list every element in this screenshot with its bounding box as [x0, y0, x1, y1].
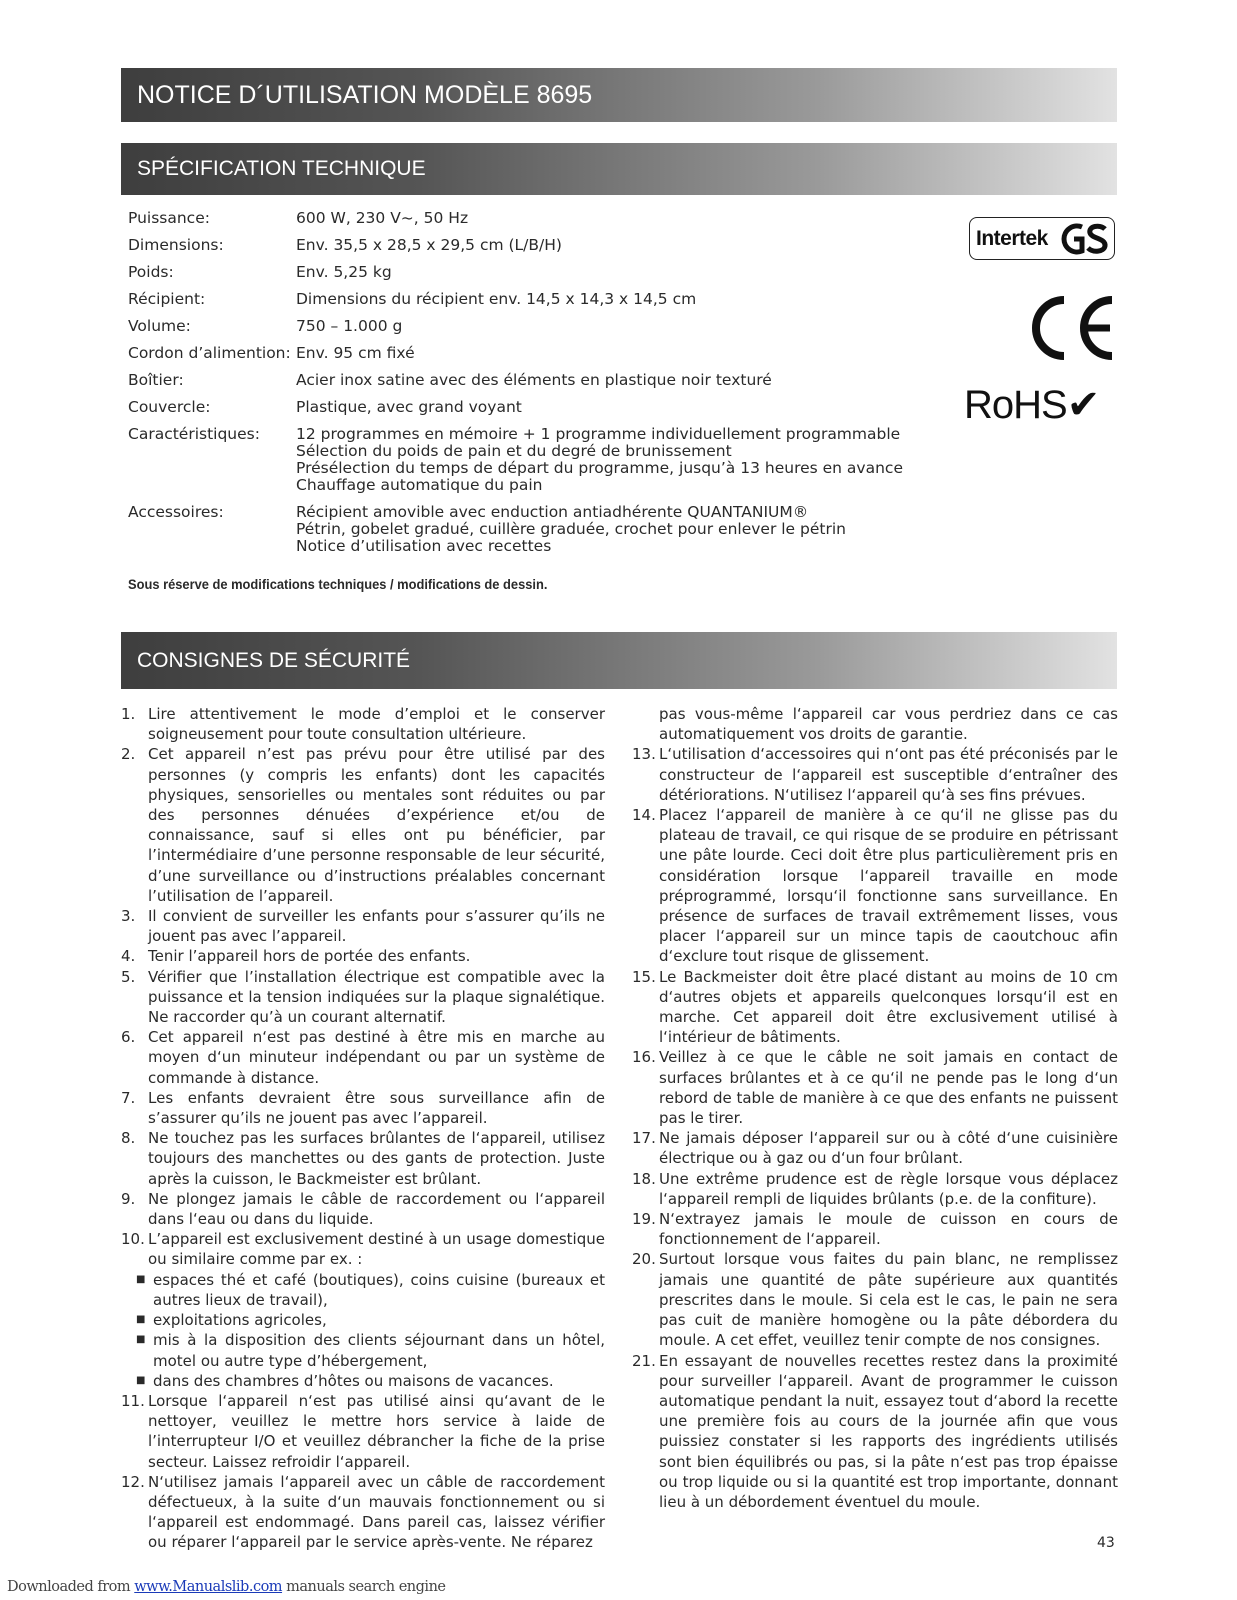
spec-value-line: Sélection du poids de pain et du degré de brunissement: [296, 442, 732, 460]
spec-value-line: Chauffage automatique du pain: [296, 476, 543, 494]
list-item-text: Veillez à ce que le câble ne soit jamais en contact de surfaces brûlantes et à ce qu‘il ne pende pas le long d‘un rebord de table de manière à ce que des enfants ne puissent pas le tirer.: [659, 1048, 1118, 1128]
footer-suffix: manuals search engine: [282, 1579, 446, 1595]
gs-mark-icon: [1060, 221, 1110, 257]
bullet-item: [121, 1310, 605, 1330]
list-item-number: 20.: [632, 1250, 656, 1269]
spec-label: Couvercle:: [128, 398, 211, 416]
list-item: [632, 704, 1118, 744]
list-item-text: L’appareil est exclusivement destiné à un usage domestique ou similaire comme par ex. :: [148, 1230, 605, 1269]
list-item: [632, 1209, 1118, 1249]
list-item: [632, 1128, 1118, 1168]
list-item-number: 8.: [121, 1129, 136, 1148]
list-item-number: 11.: [121, 1391, 145, 1410]
spec-value: [296, 504, 908, 555]
safety-section-title: CONSIGNES DE SÉCURITÉ: [137, 648, 411, 672]
spec-value-line: Récipient amovible avec enduction antiadhérente QUANTANIUM®: [296, 503, 809, 521]
list-item: [121, 744, 605, 906]
rohs-logo-text: RoHS: [964, 383, 1067, 427]
download-footer: [7, 1579, 446, 1595]
spec-value-line: 600 W, 230 V~, 50 Hz: [296, 209, 469, 227]
spec-row: [128, 291, 908, 308]
page-number: 43: [1097, 1535, 1115, 1551]
list-item-text: L‘utilisation d‘accessoires qui n‘ont pas été préconisés par le constructeur de l‘appareil est susceptible d‘entraîner des détériorations. N‘utilisez l‘appareil qu‘à ses fins prévues.: [659, 745, 1118, 804]
list-item: [121, 1472, 605, 1553]
safety-column-right: [632, 704, 1118, 1512]
spec-section-title: SPÉCIFICATION TECHNIQUE: [137, 157, 426, 180]
spec-note: Sous réserve de modifications techniques / modifications de dessin.: [128, 576, 548, 592]
spec-row: [128, 426, 908, 494]
intertek-logo-text: Intertek: [976, 226, 1048, 250]
spec-value: [296, 291, 908, 308]
list-item-text: Le Backmeister doit être placé distant au moins de 10 cm d‘autres objets et appareils quelconques lorsqu‘il est en marche. Cet appareil doit être exclusivement utilisé à l‘intérieur de bâtiments.: [659, 967, 1118, 1047]
list-item-number: 17.: [632, 1129, 656, 1148]
spec-row: [128, 237, 908, 254]
spec-label: Dimensions:: [128, 236, 224, 254]
spec-label: Récipient:: [128, 290, 206, 308]
ce-mark-icon: [1026, 294, 1118, 362]
list-item-text: N‘extrayez jamais le moule de cuisson en cours de fonctionnement de l‘appareil.: [659, 1210, 1118, 1249]
bullet-icon: ■: [136, 1273, 146, 1285]
list-item: [121, 1391, 605, 1472]
list-item: [121, 1229, 605, 1269]
spec-value-line: Notice d’utilisation avec recettes: [296, 537, 552, 555]
list-item: [632, 1047, 1118, 1128]
list-item: [121, 1027, 605, 1088]
list-item: [632, 967, 1118, 1048]
spec-label: Volume:: [128, 317, 191, 335]
list-item-number: 2.: [121, 745, 136, 764]
list-item-text: Ne touchez pas les surfaces brûlantes de l‘appareil, utilisez toujours des manchettes ou des gants de protection. Juste après la cuisson, le Backmeister est brûlant.: [148, 1129, 605, 1188]
bullet-icon: ■: [136, 1374, 146, 1386]
bullet-item: [121, 1371, 605, 1391]
list-item-number: 1.: [121, 705, 136, 723]
list-item: [632, 805, 1118, 967]
bullet-icon: ■: [136, 1314, 146, 1326]
list-item-number: 6.: [121, 1028, 136, 1047]
bullet-text: espaces thé et café (boutiques), coins cuisine (bureaux et autres lieux de travail),: [153, 1270, 605, 1309]
spec-label: Caractéristiques:: [128, 425, 260, 443]
spec-value-line: Env. 35,5 x 28,5 x 29,5 cm (L/B/H): [296, 236, 562, 254]
list-item-text: Placez l‘appareil de manière à ce qu‘il ne glisse pas du plateau de travail, ce qui risque de se produire en pétrissant une pâte lourde. Ceci doit être plus particulièrement pris en considération lorsque l‘appareil travaille en mode préprogrammé, lorsqu‘il fonctionne sans surveillance. En présence de surfaces de travail extrêmement lisses, vous placer l‘appareil sur un mince tapis de caoutchouc afin d‘exclure tout risque de glissement.: [659, 806, 1118, 966]
spec-row: [128, 399, 908, 416]
list-item: [121, 946, 605, 966]
spec-row: [128, 210, 908, 227]
list-item-text: Ne jamais déposer l‘appareil sur ou à côté d‘une cuisinière électrique ou à gaz ou d‘un four brûlant.: [659, 1129, 1118, 1168]
spec-row: [128, 504, 908, 555]
list-item: [632, 1351, 1118, 1513]
spec-value: [296, 399, 908, 416]
spec-label: Boîtier:: [128, 371, 184, 389]
spec-row: [128, 372, 908, 389]
list-item: [632, 744, 1118, 805]
spec-label: Puissance:: [128, 209, 210, 227]
list-item-number: 16.: [632, 1048, 656, 1067]
list-item-number: 15.: [632, 967, 656, 986]
spec-row: [128, 318, 908, 335]
list-item: [632, 1249, 1118, 1350]
list-item-number: 18.: [632, 1169, 656, 1188]
spec-row: [128, 264, 908, 281]
list-item-text: Cet appareil n‘est pas destiné à être mis en marche au moyen d‘un minuteur indépendant ou par un système de commande à distance.: [148, 1028, 605, 1087]
checkmark-icon: ✔: [1066, 383, 1100, 427]
list-item-number: 19.: [632, 1210, 656, 1229]
list-item-text: N‘utilisez jamais l‘appareil avec un câble de raccordement défectueux, à la suite d‘un mauvais fonctionnement ou si l‘appareil est endommagé. Dans pareil cas, laissez vérifier ou réparer l‘appareil par le service après-vente. Ne réparez: [148, 1472, 605, 1552]
spec-label: Cordon d’alimention:: [128, 344, 291, 362]
list-item-text: Il convient de surveiller les enfants pour s’assurer qu’ils ne jouent pas avec l’appareil.: [148, 907, 605, 946]
spec-value: [296, 345, 908, 362]
list-item: [121, 704, 605, 744]
spec-value-line: Dimensions du récipient env. 14,5 x 14,3 x 14,5 cm: [296, 290, 697, 308]
list-item-text: Lorsque l‘appareil n‘est pas utilisé ainsi qu‘avant de le nettoyer, veuillez le mettre hors service à laide de l’interrupteur I/O et veuillez débrancher la fiche de la prise secteur. Laissez refroidir l‘appareil.: [148, 1391, 605, 1471]
intertek-gs-logo: [969, 217, 1115, 260]
bullet-icon: ■: [136, 1334, 146, 1346]
spec-value-line: Env. 95 cm fixé: [296, 344, 415, 362]
spec-value: [296, 210, 908, 227]
spec-label: Poids:: [128, 263, 174, 281]
list-item: [121, 1088, 605, 1128]
list-item-text: En essayant de nouvelles recettes restez dans la proximité pour surveiller l‘appareil. Avant de programmer le cuisson automatique pendant la nuit, essayez tout d‘abord la recette une première fois au cours de la journée afin que vous puissiez constater si les rapports des ingrédients utilisés sont bien équilibrés ou pas, si la pâte n‘est pas trop épaisse ou trop liquide ou si la quantité est trop importante, donnant lieu à un débordement éventuel du moule.: [659, 1351, 1118, 1511]
list-item-number: 9.: [121, 1189, 136, 1208]
list-item-number: 7.: [121, 1088, 136, 1107]
spec-row: [128, 345, 908, 362]
list-item: [121, 906, 605, 946]
spec-value-line: Env. 5,25 kg: [296, 263, 392, 281]
spec-section-banner: [121, 143, 1117, 195]
safety-column-left: [121, 704, 605, 1553]
spec-table: [128, 210, 908, 565]
spec-value: [296, 426, 908, 494]
manualslib-link[interactable]: www.Manualslib.com: [134, 1579, 283, 1595]
spec-value-line: 750 – 1.000 g: [296, 317, 403, 335]
spec-label: Accessoires:: [128, 503, 224, 521]
list-item-number: 12.: [121, 1472, 145, 1491]
list-item: [121, 1189, 605, 1229]
list-item-text: Une extrême prudence est de règle lorsque vous déplacez l‘appareil rempli de liquides brûlants (p.e. de la confiture).: [659, 1169, 1118, 1208]
spec-value: [296, 318, 908, 335]
spec-value: [296, 237, 908, 254]
bullet-text: mis à la disposition des clients séjournant dans un hôtel, motel ou autre type d’hébergement,: [153, 1331, 605, 1370]
spec-value-line: 12 programmes en mémoire + 1 programme individuellement programmable: [296, 425, 901, 443]
list-item-number: 4.: [121, 947, 136, 966]
list-item-text: Surtout lorsque vous faites du pain blanc, ne remplissez jamais une quantité de pâte supérieure aux quantités prescrites dans le moule. Si cela est le cas, le pain ne sera pas cuit de manière homogène ou la pâte débordera du moule. A cet effet, veuillez tenir compte de nos consignes.: [659, 1250, 1118, 1350]
list-item: [121, 1128, 605, 1189]
spec-value-line: Plastique, avec grand voyant: [296, 398, 522, 416]
list-item: [121, 967, 605, 1028]
list-item-number: 5.: [121, 967, 136, 986]
bullet-text: dans des chambres d’hôtes ou maisons de vacances.: [153, 1371, 554, 1390]
list-item-number: 21.: [632, 1351, 656, 1370]
list-item: [632, 1169, 1118, 1209]
list-item-text: Cet appareil n’est pas prévu pour être utilisé par des personnes (y compris les enfants) dont les capacités physiques, sensorielles ou mentales sont réduites ou par des personnes dénuées d’expérience et/ou de connaissance, sauf si elles ont pu bénéficier, par l’intermédiaire d’une personne responsable de leur sécurité, d’une surveillance ou d’instructions préalables concernant l’utilisation de l’appareil.: [148, 745, 605, 905]
spec-value-line: Acier inox satine avec des éléments en plastique noir texturé: [296, 371, 772, 389]
spec-value-line: Présélection du temps de départ du programme, jusqu’à 13 heures en avance: [296, 459, 903, 477]
list-item-number: 3.: [121, 907, 136, 926]
document-title-banner: [121, 68, 1117, 122]
safety-section-banner: [121, 632, 1117, 689]
spec-value-line: Pétrin, gobelet gradué, cuillère graduée, crochet pour enlever le pétrin: [296, 520, 846, 538]
list-item-text: Ne plongez jamais le câble de raccordement ou l‘appareil dans l‘eau ou dans du liquide.: [148, 1189, 605, 1229]
list-item-number: 10.: [121, 1230, 145, 1249]
list-item-text: Vérifier que l’installation électrique est compatible avec la puissance et la tension indiquées sur la plaque signalétique. Ne raccorder qu’à un courant alternatif.: [148, 967, 605, 1027]
rohs-logo: [964, 382, 1099, 428]
document-title: NOTICE D´UTILISATION MODÈLE 8695: [137, 80, 593, 109]
bullet-text: exploitations agricoles,: [153, 1311, 327, 1330]
bullet-item: [121, 1330, 605, 1370]
list-item-text: Lire attentivement le mode d’emploi et le conserver soigneusement pour toute consultation ultérieure.: [148, 705, 605, 744]
spec-value: [296, 264, 908, 281]
list-item-text: pas vous-même l‘appareil car vous perdriez dans ce cas automatiquement vos droits de garantie.: [659, 705, 1118, 744]
bullet-item: [121, 1270, 605, 1310]
spec-value: [296, 372, 908, 389]
list-item-text: Les enfants devraient être sous surveillance afin de s’assurer qu’ils ne jouent pas avec l’appareil.: [148, 1088, 605, 1128]
footer-prefix: Downloaded from: [7, 1579, 135, 1595]
list-item-number: 13.: [632, 745, 656, 764]
list-item-text: Tenir l’appareil hors de portée des enfants.: [148, 947, 471, 966]
list-item-number: 14.: [632, 806, 656, 825]
